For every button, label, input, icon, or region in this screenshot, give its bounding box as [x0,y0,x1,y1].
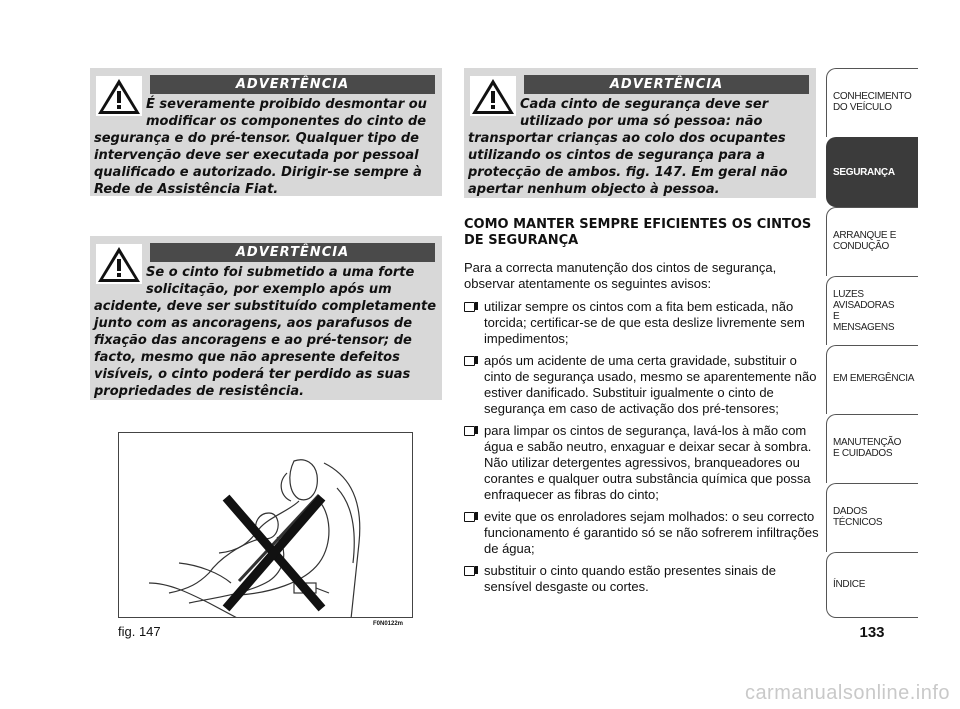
checkbox-bullet-icon [464,302,475,312]
warning-title: ADVERTÊNCIA [524,75,809,94]
list-item [464,563,820,595]
tab-label: LUZES AVISADORAS E MENSAGENS [833,289,895,333]
checkbox-bullet-icon [464,426,475,436]
tab-conhecimento-do-veiculo[interactable] [826,68,918,137]
list-item-text: evite que os enroladores sejam molhados: o seu correcto funcionamento é garantido só se não sofrerem infiltrações de água; [484,509,819,556]
list-item-text: utilizar sempre os cintos com a fita bem esticada, não torcida; certificar-se de que esta deslize livremente sem impedimentos; [484,299,805,346]
tab-label: MANUTENÇÃO E CUIDADOS [833,437,902,459]
maintenance-list [464,299,820,601]
tab-em-emergencia[interactable] [826,345,918,414]
figure-code: F0N0122m [373,621,404,627]
checkbox-bullet-icon [464,566,475,576]
checkbox-bullet-icon [464,356,475,366]
checkbox-bullet-icon [464,512,475,522]
warning-text-lead: Se o cinto foi submetido a uma forte solicitação, por exemplo após um [146,265,415,297]
warning-title: ADVERTÊNCIA [150,75,435,94]
tab-indice[interactable] [826,552,918,618]
warning-box-single-person [464,68,816,198]
warning-box-disassembly [90,68,442,196]
list-item-text: após um acidente de uma certa gravidade, substituir o cinto de segurança usado, mesmo se aparentemente não estiver danificado. Substituir igualmente o cinto de segurança em caso de activação dos pré-tensores; [484,353,817,416]
warning-text [468,96,812,198]
warning-text [94,96,438,198]
tab-label: EM EMERGÊNCIA [833,373,915,384]
tab-arranque-e-conducao[interactable] [826,207,918,276]
list-item-text: para limpar os cintos de segurança, lavá-los à mão com água e sabão neutro, enxaguar e deixar secar à sombra. Não utilizar detergentes agressivos, branqueadores ou corantes e qualquer outra substância química que possa enfraquecer as fibras do cinto; [484,423,812,502]
figure-caption: fig. 147 [118,624,161,639]
figure-147 [118,432,413,618]
warning-box-replacement [90,236,442,400]
warning-text-lead: É severamente proibido desmontar ou modificar os componentes do cinto de [146,97,427,129]
watermark: carmanualsonline.info [744,682,950,704]
warning-text-lead: Cada cinto de segurança deve ser utilizado por uma só pessoa: não [520,97,769,129]
tab-label: ARRANQUE E CONDUÇÃO [833,230,897,252]
tab-luzes-avisadoras[interactable] [826,276,918,345]
tab-label: ÍNDICE [833,579,866,590]
section-intro: Para a correcta manutenção dos cintos de segurança, observar atentamente os seguintes avisos: [464,260,777,291]
list-item [464,423,820,503]
warning-text-rest: segurança e do pré-tensor. Qualquer tipo de intervenção deve ser executada por pessoal qualificado e autorizado. Dirigir-se sempre à Rede de Assistência Fiat. [94,131,422,197]
tab-manutencao-e-cuidados[interactable] [826,414,918,483]
tab-label: DADOS TÉCNICOS [833,506,883,528]
warning-text [94,264,438,400]
tab-dados-tecnicos[interactable] [826,483,918,552]
page-number: 133 [859,624,885,641]
tab-label: CONHECIMENTO DO VEÍCULO [833,91,912,113]
tab-label: SEGURANÇA [833,167,895,178]
list-item-text: substituir o cinto quando estão presentes sinais de sensível desgaste ou cortes. [484,563,776,594]
list-item [464,353,820,417]
section-title: COMO MANTER SEMPRE EFICIENTES OS CINTOS DE SEGURANÇA [464,217,812,248]
child-on-lap-illustration [119,433,413,618]
warning-text-rest: acidente, deve ser substituído completamente junto com as ancoragens, aos parafusos de fixação das ancoragens e ao pré-tensor; de facto, mesmo que não apresente defeitos visíveis, o cinto poderá ter perdido as suas propriedades de resistência. [94,299,437,399]
warning-title: ADVERTÊNCIA [150,243,435,262]
warning-text-rest: transportar crianças ao colo dos ocupantes utilizando os cintos de segurança para a protecção de ambos. fig. 147. Em geral não apertar nenhum objecto à pessoa. [468,131,788,197]
tab-seguranca[interactable] [826,137,918,207]
list-item [464,299,820,347]
list-item [464,509,820,557]
